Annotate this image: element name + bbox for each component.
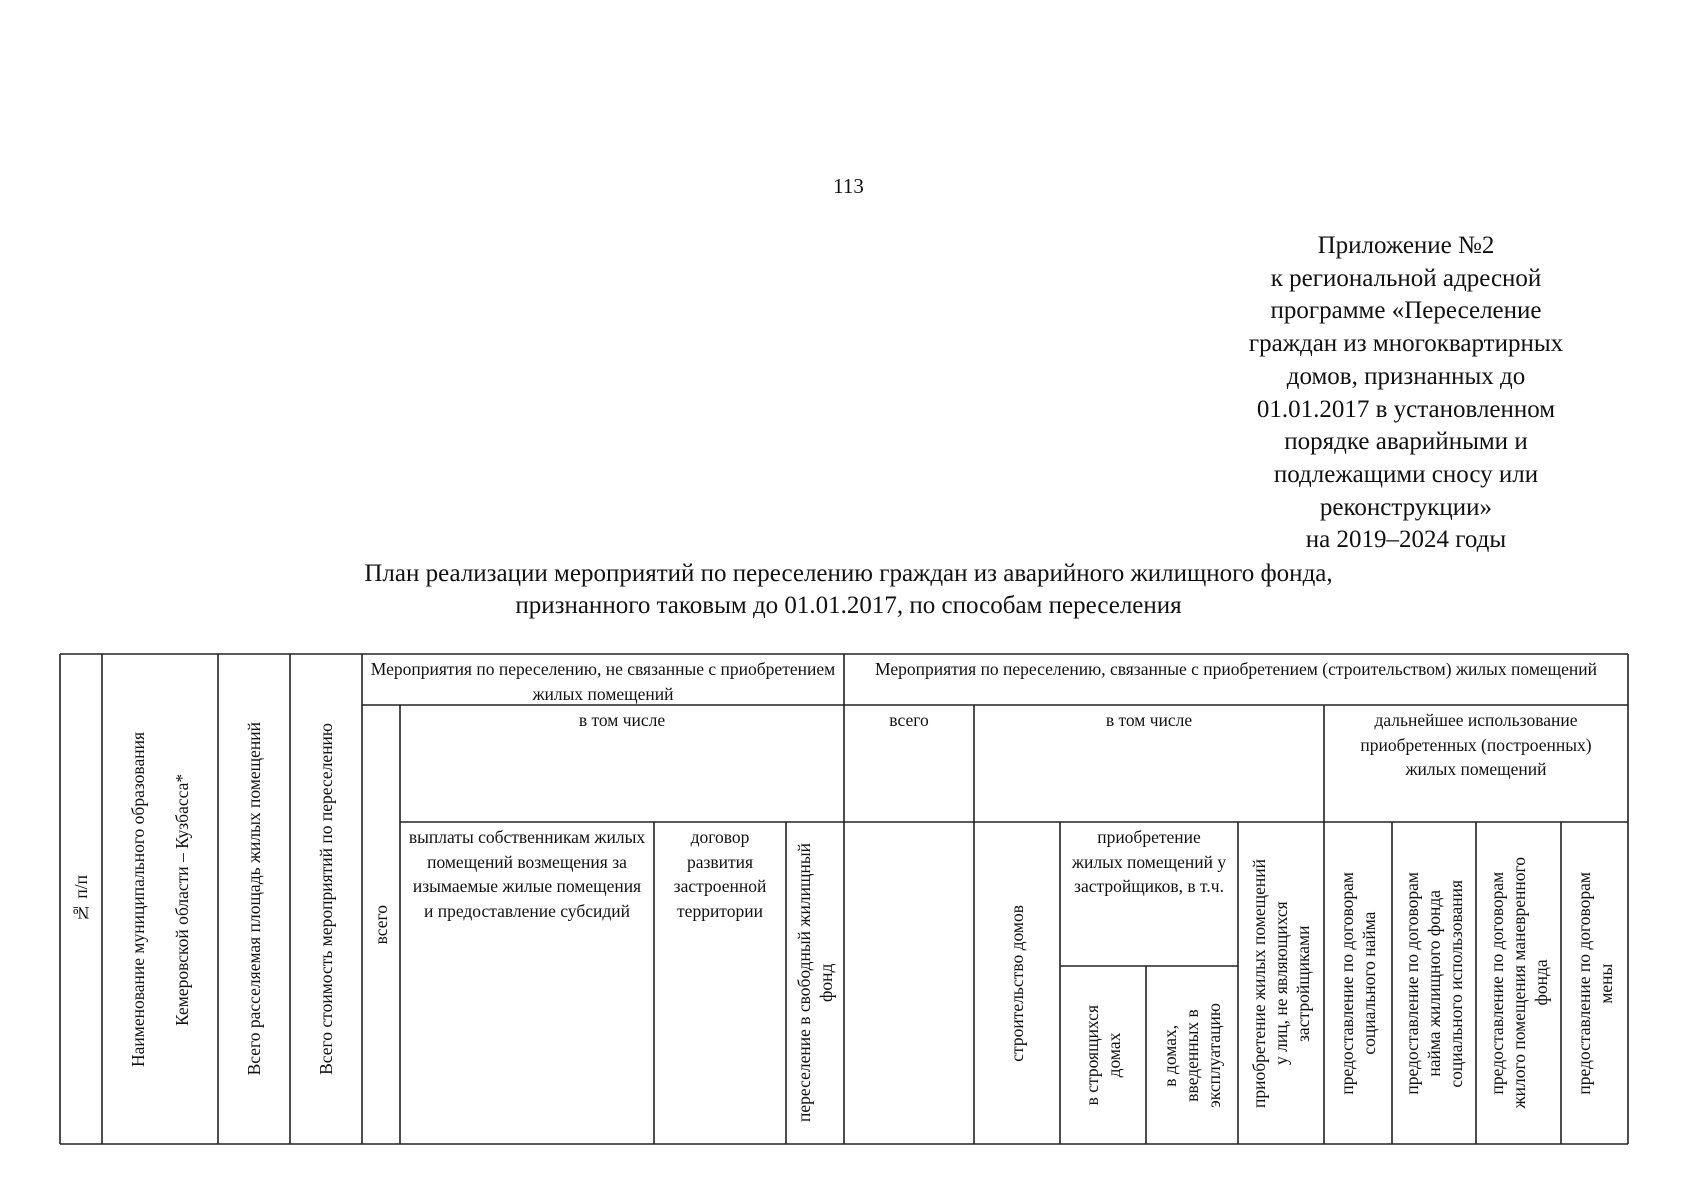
page-number: 113: [833, 174, 864, 198]
appendix-line: порядке аварийными и: [1284, 428, 1528, 456]
group-header-not-related: Мероприятия по переселению, не связанные с приобретением жилых помещений: [370, 659, 836, 704]
col-header-social-use: предоставление по договорам найма жилищного фонда социального использования: [1402, 871, 1466, 1095]
col-header-in-construction: в строящихся домах: [1082, 1004, 1124, 1106]
col-header-municipality: Наименование муниципального образования Кемеровской области – Кузбасса*: [128, 731, 192, 1067]
col-header-in-operation: в домах, введенных в эксплуатацию: [1160, 1002, 1224, 1108]
appendix-line: реконструкции»: [1319, 493, 1493, 521]
appendix-line: домов, признанных до: [1286, 362, 1526, 390]
appendix-block: [1206, 230, 1606, 557]
title-line: План реализации мероприятий по переселению граждан из аварийного жилищного фонда,: [364, 560, 1333, 587]
col-header-payments: выплаты собственникам жилых помещений возмещения за изымаемые жилые помещения и предоставление субсидий: [408, 827, 646, 921]
sub-header-total: всего: [889, 710, 929, 730]
col-header-free-fund: переселение в свободный жилищный фонд: [794, 843, 836, 1123]
document-title: [0, 558, 1697, 622]
col-header-number: № п/п: [71, 875, 91, 923]
col-header-exchange: предоставление по договорам мены: [1573, 871, 1616, 1095]
col-header-total-cost: Всего стоимость мероприятий по переселению: [316, 723, 336, 1075]
sub-header-further-use: дальнейшее использование приобретенных (построенных) жилых помещений: [1360, 710, 1592, 779]
col-header-construction: строительство домов: [1007, 904, 1027, 1062]
appendix-line: Приложение №2: [1317, 232, 1495, 259]
col-header-total-area: Всего расселяемая площадь жилых помещений: [244, 722, 264, 1076]
col-header-social-rent: предоставление по договорам социального найма: [1337, 871, 1379, 1095]
group-header-related: Мероприятия по переселению, связанные с приобретением (строительством) жилых помещений: [875, 659, 1597, 679]
col-header-purchase-non-developer: приобретение жилых помещений у лиц, не являющихся застройщиками: [1249, 858, 1313, 1108]
appendix-line: на 2019–2024 годы: [1305, 526, 1507, 554]
appendix-line: к региональной адресной: [1270, 264, 1542, 292]
col-header-purchase-developers: приобретение жилых помещений у застройщиков, в т.ч.: [1071, 827, 1227, 896]
appendix-line: 01.01.2017 в установленном: [1256, 395, 1556, 423]
appendix-line: программе «Переселение: [1270, 297, 1542, 325]
title-line: признанного таковым до 01.01.2017, по способам переселения: [515, 592, 1182, 619]
col-header-development-contract: договор развития застроенной территории: [673, 827, 767, 921]
sub-header-including: в том числе: [578, 710, 666, 730]
appendix-line: подлежащими сносу или: [1273, 460, 1539, 488]
col-header-total-empty: [844, 822, 974, 1144]
col-header-total-not-related: всего: [371, 904, 391, 945]
appendix-line: граждан из многоквартирных: [1248, 330, 1564, 358]
sub-header-including-related: в том числе: [1105, 710, 1193, 730]
col-header-maneuver-fund: предоставление по договорам жилого помещения маневренного фонда: [1486, 857, 1551, 1109]
